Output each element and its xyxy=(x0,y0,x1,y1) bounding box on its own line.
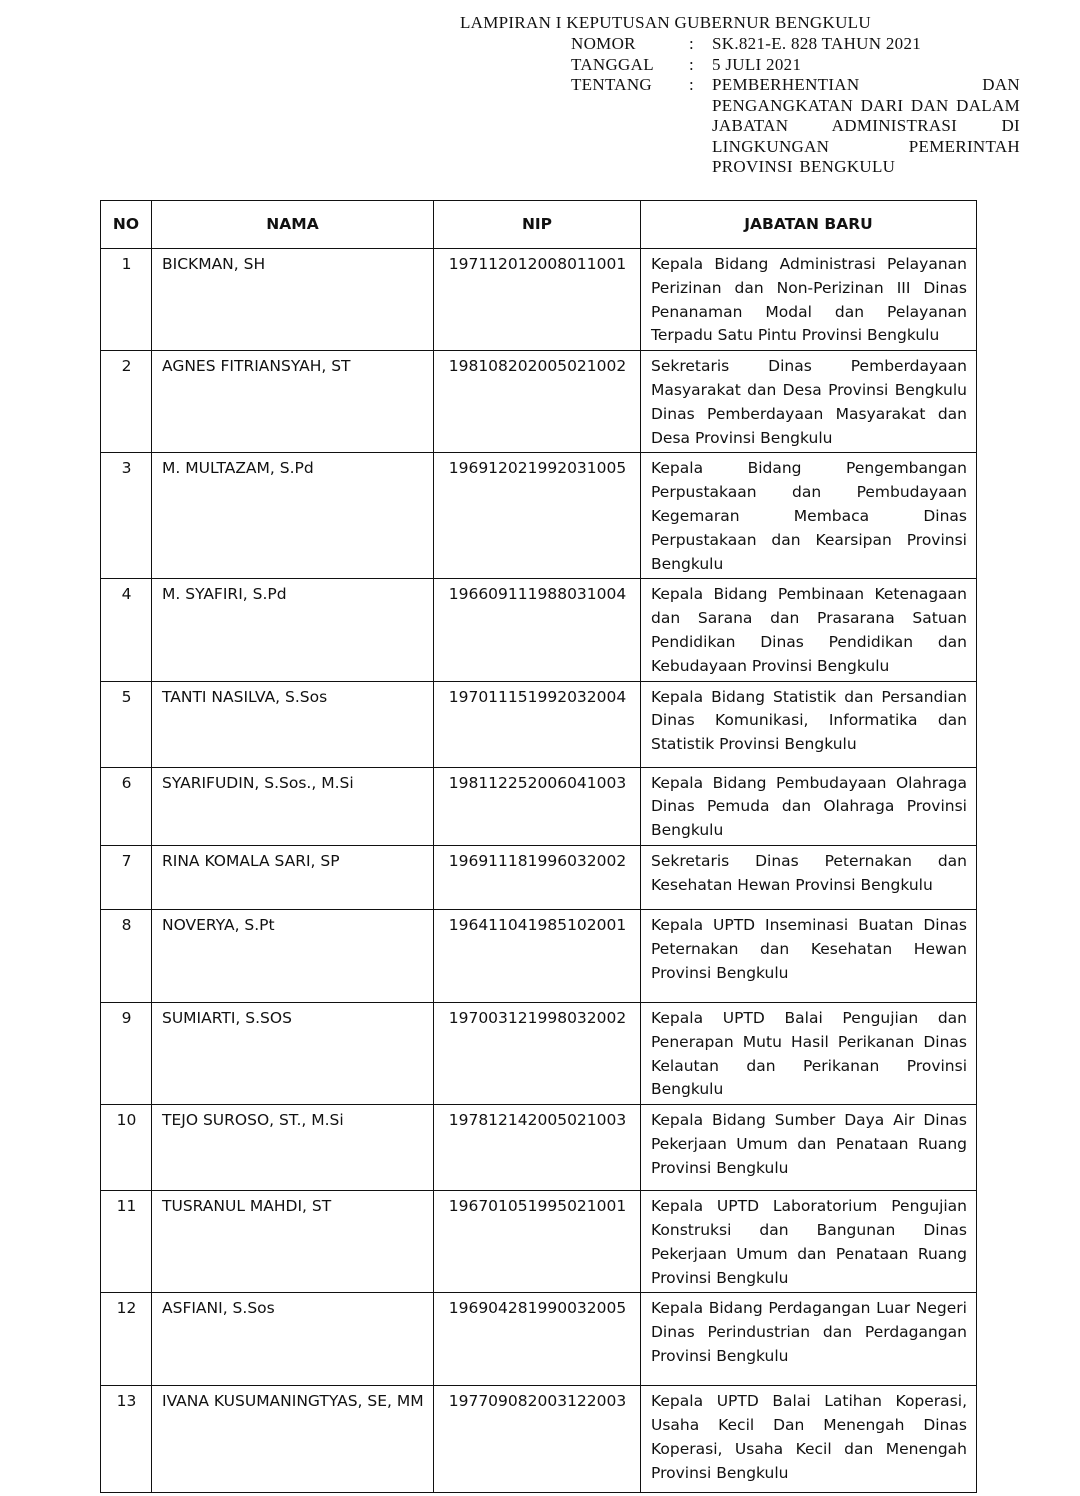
tanggal-value: 5 JULI 2021 xyxy=(712,55,802,74)
cell-nama: ASFIANI, S.Sos xyxy=(152,1293,434,1386)
document-header xyxy=(0,0,1080,190)
cell-jabatan-baru: Kepala Bidang Statistik dan Persandian Dinas Komunikasi, Informatika dan Statistik Provinsi Bengkulu xyxy=(641,681,977,767)
column-header-nip: NIP xyxy=(434,201,641,249)
table-row xyxy=(101,909,977,1002)
cell-no: 4 xyxy=(101,579,152,681)
tanggal-colon: : xyxy=(689,55,695,74)
cell-jabatan-baru: Kepala UPTD Balai Pengujian dan Penerapan Mutu Hasil Perikanan Dinas Kelautan dan Perikanan Provinsi Bengkulu xyxy=(641,1002,977,1104)
table-row xyxy=(101,579,977,681)
table-row xyxy=(101,351,977,453)
cell-jabatan-baru: Kepala Bidang Sumber Daya Air Dinas Pekerjaan Umum dan Penataan Ruang Provinsi Bengkulu xyxy=(641,1105,977,1191)
cell-nama: SYARIFUDIN, S.Sos., M.Si xyxy=(152,767,434,845)
cell-no: 8 xyxy=(101,909,152,1002)
cell-jabatan-baru: Kepala Bidang Pembinaan Ketenagaan dan Sarana dan Prasarana Satuan Pendidikan Dinas Pendidikan dan Kebudayaan Provinsi Bengkulu xyxy=(641,579,977,681)
cell-no: 7 xyxy=(101,845,152,909)
cell-jabatan-baru: Kepala UPTD Inseminasi Buatan Dinas Peternakan dan Kesehatan Hewan Provinsi Bengkulu xyxy=(641,909,977,1002)
cell-jabatan-baru: Sekretaris Dinas Peternakan dan Kesehatan Hewan Provinsi Bengkulu xyxy=(641,845,977,909)
cell-nama: M. MULTAZAM, S.Pd xyxy=(152,453,434,579)
cell-no: 11 xyxy=(101,1191,152,1293)
cell-no: 3 xyxy=(101,453,152,579)
table-row xyxy=(101,681,977,767)
column-header-jabatan-baru: JABATAN BARU xyxy=(641,201,977,249)
cell-no: 13 xyxy=(101,1386,152,1493)
cell-jabatan-baru: Kepala Bidang Pengembangan Perpustakaan dan Pembudayaan Kegemaran Membaca Dinas Perpustakaan dan Kearsipan Provinsi Bengkulu xyxy=(641,453,977,579)
table-row xyxy=(101,1105,977,1191)
tanggal-label: TANGGAL xyxy=(571,55,654,74)
cell-no: 9 xyxy=(101,1002,152,1104)
cell-nama: M. SYAFIRI, S.Pd xyxy=(152,579,434,681)
cell-nip: 197011151992032004 xyxy=(434,681,641,767)
officials-table xyxy=(100,200,977,1493)
column-header-no: NO xyxy=(101,201,152,249)
cell-nip: 197812142005021003 xyxy=(434,1105,641,1191)
cell-nama: TANTI NASILVA, S.Sos xyxy=(152,681,434,767)
table-row xyxy=(101,1191,977,1293)
cell-jabatan-baru: Kepala UPTD Balai Latihan Koperasi, Usaha Kecil Dan Menengah Dinas Koperasi, Usaha Kecil dan Menengah Provinsi Bengkulu xyxy=(641,1386,977,1493)
cell-jabatan-baru: Kepala Bidang Administrasi Pelayanan Perizinan dan Non-Perizinan III Dinas Penanaman Modal dan Pelayanan Terpadu Satu Pintu Provinsi Bengkulu xyxy=(641,249,977,351)
table-body xyxy=(101,249,977,1493)
tentang-colon: : xyxy=(689,75,695,94)
cell-jabatan-baru: Kepala UPTD Laboratorium Pengujian Konstruksi dan Bangunan Dinas Pekerjaan Umum dan Penataan Ruang Provinsi Bengkulu xyxy=(641,1191,977,1293)
cell-nip: 197003121998032002 xyxy=(434,1002,641,1104)
tentang-value: PEMBERHENTIAN DAN PENGANGKATAN DARI DAN DALAM JABATAN ADMINISTRASI DI LINGKUNGAN PEMERINTAH PROVINSI BENGKULU xyxy=(712,75,1020,177)
cell-nip: 196911181996032002 xyxy=(434,845,641,909)
nomor-colon: : xyxy=(689,34,695,53)
cell-nip: 196411041985102001 xyxy=(434,909,641,1002)
cell-nama: TUSRANUL MAHDI, ST xyxy=(152,1191,434,1293)
tanggal-row xyxy=(571,55,801,76)
cell-no: 10 xyxy=(101,1105,152,1191)
nomor-value: SK.821-E. 828 TAHUN 2021 xyxy=(712,34,922,53)
table-row xyxy=(101,1293,977,1386)
cell-nip: 197112012008011001 xyxy=(434,249,641,351)
tentang-label: TENTANG xyxy=(571,75,652,94)
nomor-label: NOMOR xyxy=(571,34,636,53)
nomor-row xyxy=(571,34,921,55)
table-row xyxy=(101,767,977,845)
cell-jabatan-baru: Sekretaris Dinas Pemberdayaan Masyarakat dan Desa Provinsi Bengkulu Dinas Pemberdayaan Masyarakat dan Desa Provinsi Bengkulu xyxy=(641,351,977,453)
attachment-title: LAMPIRAN I KEPUTUSAN GUBERNUR BENGKULU xyxy=(460,13,871,32)
cell-nama: AGNES FITRIANSYAH, ST xyxy=(152,351,434,453)
tentang-row xyxy=(571,75,712,96)
table-row xyxy=(101,453,977,579)
table-header-row xyxy=(101,201,977,249)
cell-jabatan-baru: Kepala Bidang Perdagangan Luar Negeri Dinas Perindustrian dan Perdagangan Provinsi Bengkulu xyxy=(641,1293,977,1386)
cell-jabatan-baru: Kepala Bidang Pembudayaan Olahraga Dinas Pemuda dan Olahraga Provinsi Bengkulu xyxy=(641,767,977,845)
cell-nip: 196912021992031005 xyxy=(434,453,641,579)
cell-nama: IVANA KUSUMANINGTYAS, SE, MM xyxy=(152,1386,434,1493)
cell-no: 2 xyxy=(101,351,152,453)
cell-nip: 198108202005021002 xyxy=(434,351,641,453)
cell-nama: RINA KOMALA SARI, SP xyxy=(152,845,434,909)
table-row xyxy=(101,1002,977,1104)
cell-nip: 196701051995021001 xyxy=(434,1191,641,1293)
table-row xyxy=(101,1386,977,1493)
cell-nip: 198112252006041003 xyxy=(434,767,641,845)
cell-nip: 196904281990032005 xyxy=(434,1293,641,1386)
cell-nama: TEJO SUROSO, ST., M.Si xyxy=(152,1105,434,1191)
cell-nip: 196609111988031004 xyxy=(434,579,641,681)
cell-no: 5 xyxy=(101,681,152,767)
table-row xyxy=(101,249,977,351)
cell-nama: NOVERYA, S.Pt xyxy=(152,909,434,1002)
cell-no: 1 xyxy=(101,249,152,351)
cell-no: 6 xyxy=(101,767,152,845)
cell-nama: SUMIARTI, S.SOS xyxy=(152,1002,434,1104)
cell-nip: 197709082003122003 xyxy=(434,1386,641,1493)
column-header-nama: NAMA xyxy=(152,201,434,249)
cell-nama: BICKMAN, SH xyxy=(152,249,434,351)
table-row xyxy=(101,845,977,909)
cell-no: 12 xyxy=(101,1293,152,1386)
